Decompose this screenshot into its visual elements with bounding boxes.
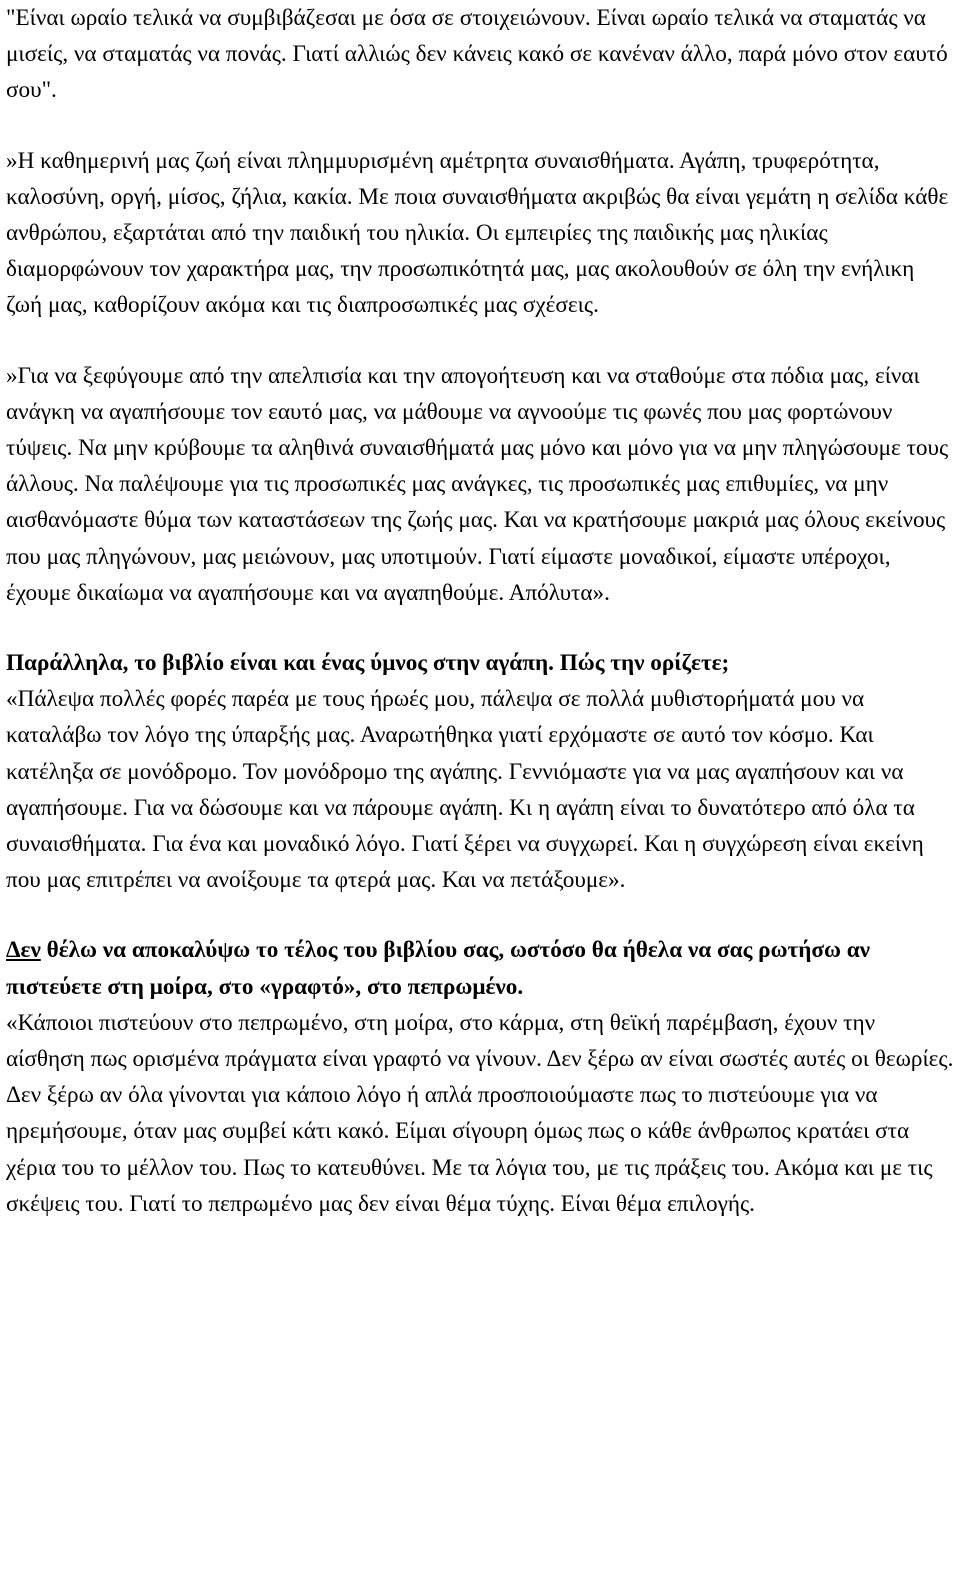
article-body — [6, 0, 954, 1222]
underlined-word: Δεν — [6, 937, 41, 964]
paragraph-gap — [6, 109, 954, 143]
paragraph-text: »Για να ξεφύγουμε από την απελπισία και την απογοήτευση και να σταθούμε στα πόδια μας, είναι ανάγκη να αγαπήσουμε τον εαυτό μας, να μάθουμε να αγνοούμε τις φωνές που μας φορτώνουν τύψεις. Να μην κρύβουμε τα αληθινά συναισθήματά μας μόνο και μόνο για να μην πληγώσουμε τους άλλους. Να παλέψουμε για τις προσωπικές μας ανάγκες, τις προσωπικές μας επιθυμίες, να μην αισθανόμαστε θύμα των καταστάσεων της ζωής μας. Και να κρατήσουμε μακριά μας όλους εκείνους που μας πληγώνουν, μας μειώνουν, μας υποτιμούν. Γιατί είμαστε μοναδικοί, είμαστε υπέροχοι, έχουμε δικαίωμα να αγαπήσουμε και να αγαπηθούμε. Απόλυτα». — [6, 362, 949, 606]
paragraph-text: "Είναι ωραίο τελικά να συμβιβάζεσαι με όσα σε στοιχειώνουν. Είναι ωραίο τελικά να σταματάς να μισείς, να σταματάς να πονάς. Γιατί αλλιώς δεν κάνεις κακό σε κανέναν άλλο, παρά μόνο στον εαυτό σου". — [6, 5, 948, 104]
interview-question: Παράλληλα, το βιβλίο είναι και ένας ύμνος στην αγάπη. Πώς την ορίζετε; — [6, 650, 730, 677]
paragraph-emotions — [6, 143, 954, 324]
paragraph-gap — [6, 324, 954, 358]
qa-love — [6, 645, 954, 898]
interview-question: Δεν θέλω να αποκαλύψω το τέλος του βιβλίου σας, ωστόσο θα ήθελα να σας ρωτήσω αν πιστεύετε στη μοίρα, στο «γραφτό», στο πεπρωμένο. — [6, 937, 871, 1000]
paragraph-gap — [6, 611, 954, 645]
paragraph-opening-quote — [6, 0, 954, 109]
interview-answer: «Πάλεψα πολλές φορές παρέα με τους ήρωές μου, πάλεψα σε πολλά μυθιστορήματά μου να καταλάβω τον λόγο της ύπαρξής μας. Αναρωτήθηκα γιατί ερχόμαστε σε αυτό τον κόσμο. Και κατέληξα σε μονόδρομο. Τον μονόδρομο της αγάπης. Γεννιόμαστε για να μας αγαπήσουν και να αγαπήσουμε. Για να δώσουμε και να πάρουμε αγάπη. Κι η αγάπη είναι το δυνατότερο από όλα τα συναισθήματα. Για ένα και μοναδικό λόγο. Γιατί ξέρει να συγχωρεί. Και η συγχώρεση είναι εκείνη που μας επιτρέπει να ανοίξουμε τα φτερά μας. Και να πετάξουμε». — [6, 686, 924, 894]
paragraph-self-love — [6, 358, 954, 611]
interview-answer: «Κάποιοι πιστεύουν στο πεπρωμένο, στη μοίρα, στο κάρμα, στη θεϊκή παρέμβαση, έχουν την αίσθηση πως ορισμένα πράγματα είναι γραφτό να γίνουν. Δεν ξέρω αν είναι σωστές αυτές οι θεωρίες. Δεν ξέρω αν όλα γίνονται για κάποιο λόγο ή απλά προσποιούμαστε πως το πιστεύουμε για να ηρεμήσουμε, όταν μας συμβεί κάτι κακό. Είμαι σίγουρη όμως πως ο κάθε άνθρωπος κρατάει στα χέρια του το μέλλον του. Πως το κατευθύνει. Με τα λόγια του, με τις πράξεις του. Ακόμα και με τις σκέψεις του. Γιατί το πεπρωμένο μας δεν είναι θέμα τύχης. Είναι θέμα επιλογής. — [6, 1009, 954, 1217]
paragraph-text: »Η καθημερινή μας ζωή είναι πλημμυρισμένη αμέτρητα συναισθήματα. Αγάπη, τρυφερότητα, καλοσύνη, οργή, μίσος, ζήλια, κακία. Με ποια συναισθήματα ακριβώς θα είναι γεμάτη η σελίδα κάθε ανθρώπου, εξαρτάται από την παιδική του ηλικία. Οι εμπειρίες της παιδικής μας ηλικίας διαμορφώνουν τον χαρακτήρα μας, την προσωπικότητά μας, μας ακολουθούν σε όλη την ενήλικη ζωή μας, καθορίζουν ακόμα και τις διαπροσωπικές μας σχέσεις. — [6, 147, 949, 319]
paragraph-gap — [6, 898, 954, 932]
qa-destiny — [6, 932, 954, 1222]
